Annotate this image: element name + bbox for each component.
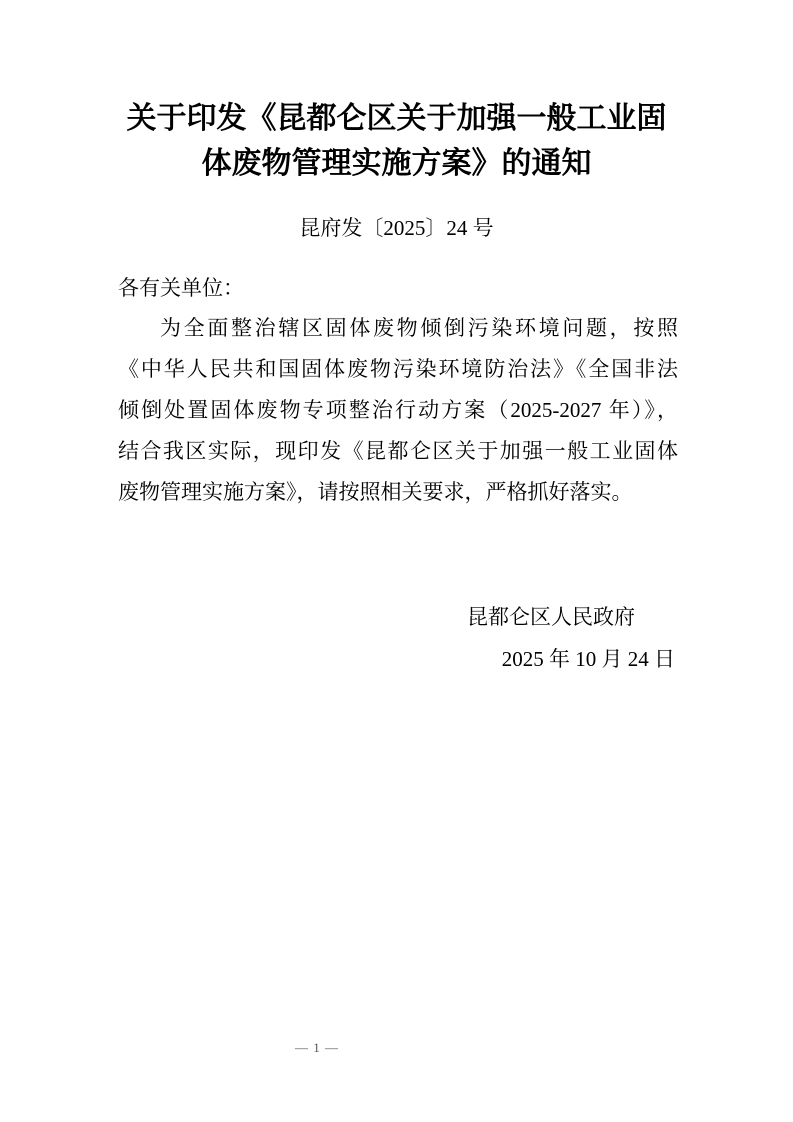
body-line: 结合我区实际，现印发《昆都仑区关于加强一般工业固体 — [118, 439, 678, 463]
notice-title-line-1: 关于印发《昆都仑区关于加强一般工业固 — [126, 102, 667, 135]
notice-title-line-2: 体废物管理实施方案》的通知 — [201, 147, 592, 180]
body-paragraph — [118, 308, 678, 513]
notice-title — [0, 96, 793, 186]
body-line: 废物管理实施方案》，请按照相关要求，严格抓好落实。 — [118, 480, 633, 504]
signature-org: 昆都仑区人民政府 — [467, 605, 635, 629]
body-line: 倾倒处置固体废物专项整治行动方案（2025-2027 年）》， — [118, 398, 678, 422]
body-line: 为全面整治辖区固体废物倾倒污染环境问题，按照 — [160, 316, 678, 340]
doc-number: 昆府发〔2025〕24 号 — [299, 216, 494, 240]
signature-date: 2025 年 10 月 24 日 — [501, 647, 675, 671]
salutation: 各有关单位： — [118, 276, 244, 300]
page-number-footer: — 1 — — [295, 1040, 339, 1055]
body-line: 《中华人民共和国固体废物污染环境防治法》《全国非法 — [118, 357, 678, 381]
